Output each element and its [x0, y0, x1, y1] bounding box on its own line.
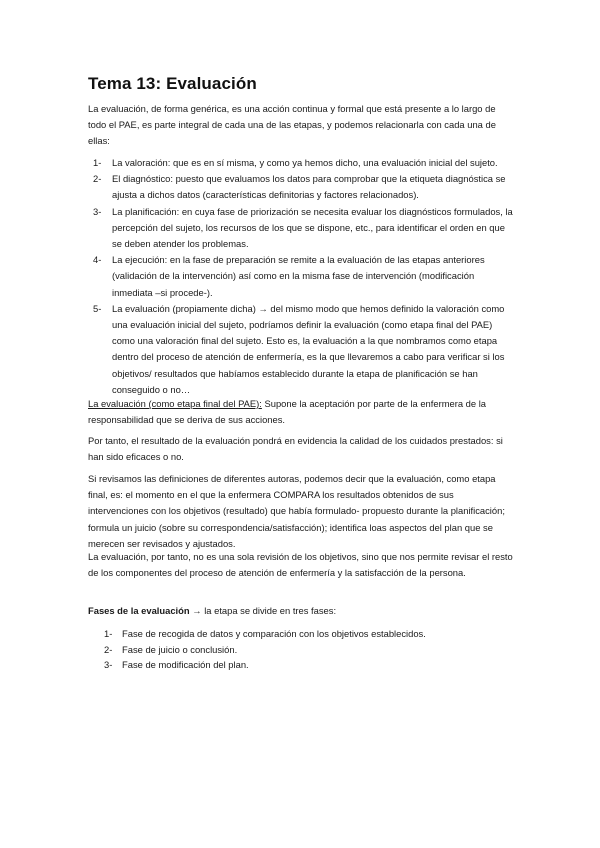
fases-heading-paragraph: Fases de la evaluación → la etapa se divide en tres fases:	[88, 605, 337, 616]
definiciones-paragraph: Si revisamos las definiciones de diferentes autoras, podemos decir que la evaluación, como etapa final, es: el momento en el que la enfermera COMPARA los resultados obtenidos de sus intervenciones con los objetivos (resultado) que había formulado- propuesto durante la planificación; formula un juicio (sobre su correspondencia/satisfacción); identifica loas aspectos del plan que se merecen ser revisados y ajustados.	[88, 473, 505, 549]
definition-paragraph: La evaluación (como etapa final del PAE): Supone la aceptación por parte de la enfermera de la responsabilidad que se deriva de sus acciones.	[88, 398, 486, 426]
list-item: 3- La planificación: en cuya fase de priorización se necesita evaluar los diagnósticos formulados, la percepción del sujeto, los recursos de los que se dispone, etc., para identificar el orden en que se deben atender los problemas.	[93, 205, 513, 250]
list-item: 1- La valoración: que es en sí misma, y como ya hemos dicho, una evaluación inicial del sujeto.	[93, 157, 498, 168]
definition-term: La evaluación (como etapa final del PAE):	[88, 398, 262, 409]
list-item: 4- La ejecución: en la fase de preparación se remite a la evaluación de las etapas anteriores (validación de la intervención) así como en la misma fase de intervención (modificación inmediata –si procede-).	[93, 254, 485, 298]
page-title: Tema 13: Evaluación	[88, 74, 257, 93]
list-item: 5- La evaluación (propiamente dicha) → del mismo modo que hemos definido la valoración como una evaluación inicial del sujeto, podríamos definir la evaluación (como etapa final del PAE) como una valoración final del sujeto. Esto es, la evaluación a la que nombramos como etapa dentro del proceso de atención de enfermería, es la que llevaremos a cabo para verificar si los objetivos/ resultados que habíamos establecido durante la etapa de planificación se han conseguido o no…	[93, 302, 505, 395]
list-item: 1- Fase de recogida de datos y comparación con los objetivos establecidos.	[104, 628, 426, 639]
list-item: 3- Fase de modificación del plan.	[104, 659, 249, 670]
stages-list	[88, 155, 516, 398]
revision-paragraph: La evaluación, por tanto, no es una sola revisión de los objetivos, sino que nos permite revisar el resto de los componentes del proceso de atención de enfermería y la satisfacción de la persona.	[88, 551, 513, 579]
intro-paragraph: La evaluación, de forma genérica, es una acción continua y formal que está presente a lo largo de todo el PAE, es parte integral de cada una de las etapas, y podemos relacionarla con cada una de ellas:	[88, 103, 496, 147]
list-item: 2- Fase de juicio o conclusión.	[104, 643, 238, 655]
fases-heading: Fases de la evaluación	[88, 605, 190, 616]
por-tanto-paragraph: Por tanto, el resultado de la evaluación pondrá en evidencia la calidad de los cuidados prestados: si han sido eficaces o no.	[88, 435, 503, 463]
phases-list	[104, 626, 504, 673]
list-item: 2- El diagnóstico: puesto que evaluamos los datos para comprobar que la etiqueta diagnóstica se ajusta a dichos datos (características definitorias y factores relacionados).	[93, 173, 506, 201]
